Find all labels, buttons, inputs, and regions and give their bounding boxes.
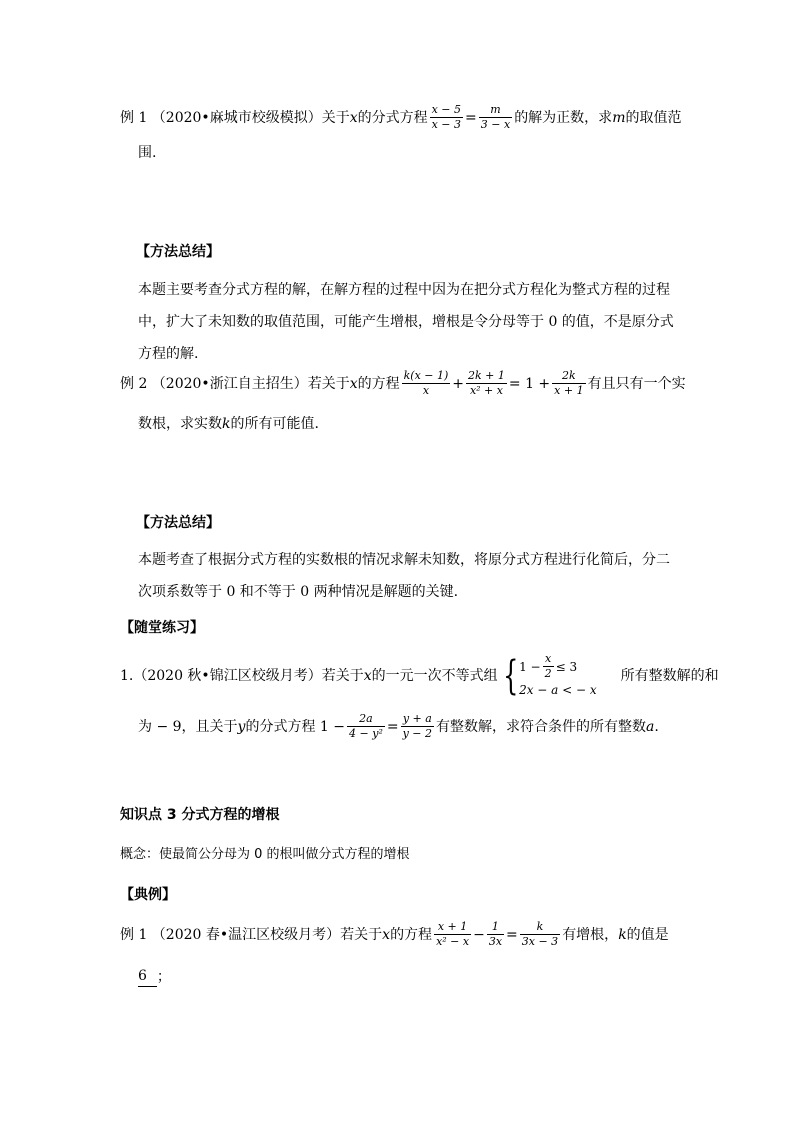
knowledge-point-heading: 知识点 3 分式方程的增根 bbox=[120, 807, 280, 823]
plus: + bbox=[452, 375, 465, 392]
text: 的分式方程 bbox=[357, 109, 428, 126]
denominator: 2 bbox=[544, 667, 552, 680]
text: 所有整数解的和 bbox=[620, 667, 719, 684]
text: 有整数解，求符合条件的所有整数 bbox=[436, 718, 647, 735]
variable-y: y bbox=[237, 718, 246, 735]
text: 的值是 bbox=[626, 926, 669, 943]
numerator: m bbox=[479, 103, 512, 118]
practice-line-2 bbox=[138, 712, 659, 741]
typical-example-line-1 bbox=[120, 920, 669, 949]
concept-text: 概念：使最简公分母为 0 的根叫做分式方程的增根 bbox=[120, 847, 410, 862]
numerator: k(x − 1) bbox=[403, 369, 449, 382]
text: 1 − bbox=[519, 659, 541, 674]
denominator: 3 − x bbox=[480, 118, 511, 131]
system-line-2: 2x − a < − x bbox=[519, 683, 597, 697]
numerator: 2k + 1 bbox=[468, 369, 505, 382]
denominator: x bbox=[422, 384, 430, 397]
denominator: x + 1 bbox=[554, 384, 584, 397]
text: 有增根， bbox=[562, 926, 619, 943]
denominator: 3x − 3 bbox=[521, 935, 559, 948]
fraction bbox=[487, 920, 504, 949]
typical-example-prefix: 例 1 （2020 春•温江区校级月考）若关于 bbox=[120, 926, 383, 943]
method-summary-line-3: 方程的解. bbox=[138, 346, 199, 362]
text: . bbox=[654, 718, 659, 735]
text: 的方程 bbox=[390, 926, 433, 943]
variable-k: k bbox=[222, 416, 231, 432]
denominator: 3x bbox=[488, 935, 503, 948]
variable-x: x bbox=[349, 109, 358, 126]
example-1-prefix: 例 1 （2020•麻城市校级模拟）关于 bbox=[120, 109, 350, 126]
typical-example-heading: 【典例】 bbox=[120, 887, 176, 903]
fraction bbox=[520, 920, 560, 949]
denominator: x² + x bbox=[469, 384, 503, 397]
denominator: 4 − y² bbox=[349, 727, 383, 740]
denominator: x² − x bbox=[436, 935, 470, 948]
text: ； bbox=[156, 968, 171, 985]
equals: = bbox=[465, 109, 477, 126]
text: 的所有可能值. bbox=[230, 416, 319, 432]
text: 数根，求实数 bbox=[138, 416, 222, 432]
minus: − bbox=[473, 926, 485, 943]
text: 的取值范 bbox=[625, 109, 682, 126]
fraction bbox=[552, 369, 585, 398]
practice-prefix: 1.（2020 秋•锦江区校级月考）若关于 bbox=[120, 667, 364, 684]
method-summary-heading: 【方法总结】 bbox=[136, 515, 220, 531]
example-2-prefix: 例 2 （2020•浙江自主招生）若关于 bbox=[120, 375, 350, 392]
text: 的分式方程 1 − bbox=[245, 718, 346, 735]
numerator: 1 bbox=[487, 920, 504, 935]
system-line-1 bbox=[519, 652, 597, 681]
practice-heading: 【随堂练习】 bbox=[120, 620, 204, 636]
numerator: x bbox=[543, 652, 554, 667]
fraction bbox=[347, 712, 385, 741]
denominator: y − 2 bbox=[402, 727, 433, 740]
numerator: 2k bbox=[552, 369, 585, 384]
numerator: x − 5 bbox=[431, 103, 462, 116]
variable-m: m bbox=[612, 109, 626, 126]
typical-example-line-2 bbox=[138, 966, 171, 987]
fraction bbox=[402, 369, 451, 398]
fraction bbox=[401, 712, 434, 741]
method-summary-line-1: 本题考查了根据分式方程的实数根的情况求解未知数，将原分式方程进行化简后，分二 bbox=[138, 552, 670, 568]
text: 有且只有一个实 bbox=[587, 375, 686, 392]
method-summary-line-2: 次项系数等于 0 和不等于 0 两种情况是解题的关键. bbox=[138, 584, 459, 600]
variable-k: k bbox=[618, 926, 627, 943]
text: 的解为正数，求 bbox=[514, 109, 613, 126]
text: 的一元一次不等式组 bbox=[371, 667, 498, 684]
practice-line-1 bbox=[120, 652, 719, 699]
example-2-line-2 bbox=[138, 414, 319, 434]
example-1-line-2: 围. bbox=[138, 145, 157, 161]
example-2-line-1 bbox=[120, 369, 686, 398]
method-summary-heading: 【方法总结】 bbox=[136, 244, 220, 260]
text: ≤ 3 bbox=[555, 659, 578, 674]
text: 为 − 9，且关于 bbox=[138, 718, 238, 735]
equals: = bbox=[506, 926, 518, 943]
numerator: y + a bbox=[401, 712, 434, 727]
variable-a: a bbox=[646, 718, 655, 735]
inequality-system bbox=[498, 652, 597, 699]
brace-icon: { bbox=[502, 652, 518, 699]
method-summary-line-2: 中，扩大了未知数的取值范围，可能产生增根，增根是令分母等于 0 的值，不是原分式 bbox=[138, 314, 674, 330]
numerator: 2a bbox=[347, 712, 385, 727]
variable-x: x bbox=[382, 926, 391, 943]
text: 的方程 bbox=[357, 375, 400, 392]
example-1-line-1 bbox=[120, 103, 681, 132]
equals: = 1 + bbox=[508, 375, 551, 392]
system-lines bbox=[519, 652, 597, 699]
equals: = bbox=[386, 718, 399, 735]
numerator: k bbox=[520, 920, 560, 935]
fraction bbox=[430, 103, 463, 132]
fraction bbox=[434, 920, 471, 949]
numerator: x + 1 bbox=[434, 920, 471, 935]
variable-x: x bbox=[363, 667, 372, 684]
fraction bbox=[543, 652, 554, 681]
method-summary-line-1: 本题主要考查分式方程的解，在解方程的过程中因为在把分式方程化为整式方程的过程 bbox=[138, 282, 670, 298]
fraction bbox=[466, 369, 507, 398]
denominator: x − 3 bbox=[431, 118, 462, 131]
fraction bbox=[479, 103, 512, 132]
variable-x: x bbox=[349, 375, 358, 392]
answer-value: 6 bbox=[138, 966, 157, 987]
